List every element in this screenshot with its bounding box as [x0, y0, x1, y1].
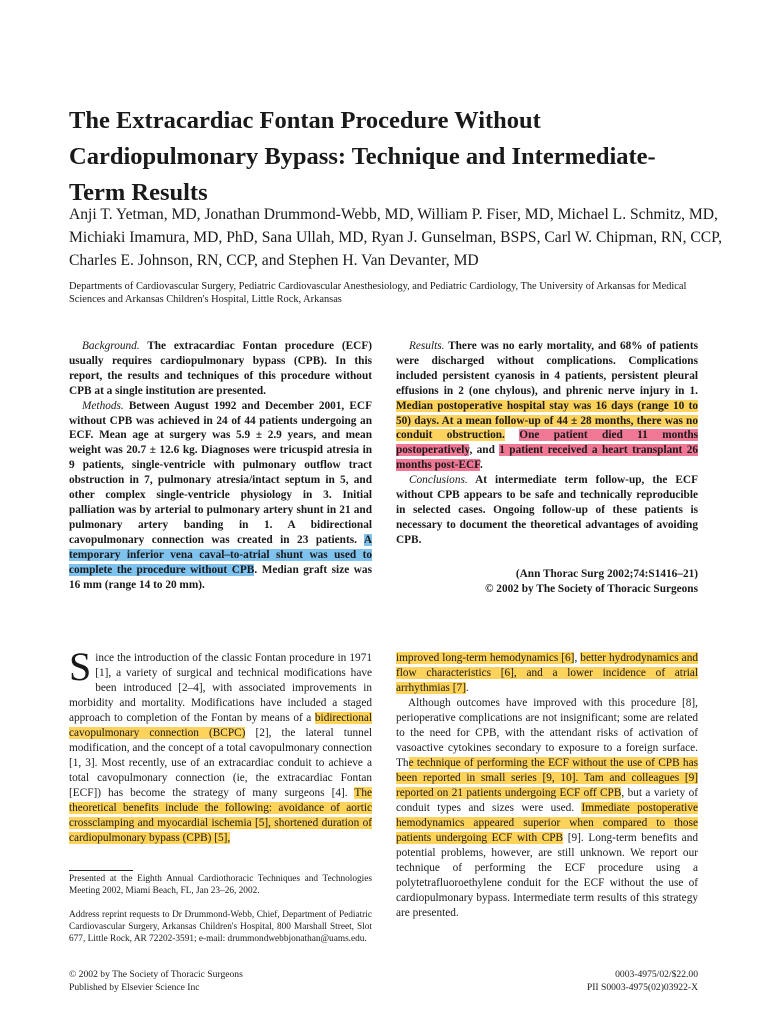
highlight-pink: 1 patient received a heart transplant 26 months post-ECF — [396, 444, 698, 472]
methods-heading: Methods. — [82, 399, 124, 412]
background-text: The extracardiac Fontan procedure (ECF) usually requires cardiopulmonary bypass (CPB). In this report, the results and techniques of this procedure without CPB at a single institution are presented. — [69, 340, 372, 397]
intro-paragraph — [69, 644, 372, 846]
issn-price: 0003-4975/02/$22.00 — [615, 969, 698, 980]
footnote-presented: Presented at the Eighth Annual Cardiothoracic Techniques and Technologies Meeting 2002, Miami Beach, FL, Jan 23–26, 2002. — [69, 874, 372, 897]
body-text: Although outcomes have improved with this procedure [8], perioperative complications are not insignificant; some are related to the need for CPB, with the attendant risks of activation of vasoactive cytokines secondary to exposure to a foreign surface. Th — [396, 697, 698, 769]
body-text: , — [574, 652, 581, 664]
highlight-yellow: improved long-term hemodynamics [6] — [396, 652, 575, 664]
publisher-info — [69, 969, 372, 994]
citation-reference: (Ann Thorac Surg 2002;74:S1416–21) — [515, 568, 698, 580]
affiliation: Departments of Cardiovascular Surgery, Pediatric Cardiovascular Anesthesiology, and Pediatric Cardiology, The University of Arkansas for Medical Sciences and Arkansas Children's Hospital, Little Rock, Arkansas — [69, 281, 687, 305]
abstract-conclusions — [396, 473, 698, 548]
pii-code: PII S0003-4975(02)03922-X — [586, 981, 698, 993]
abstract-right-column — [396, 339, 698, 548]
article-identifiers — [396, 969, 698, 994]
highlight-yellow: Median postoperative hospital stay was 16 days (range 10 to 50) days. At a mean follow-up of 44 ± 28 months, there was no conduit obstruction. — [396, 399, 698, 442]
abstract-left-column — [69, 339, 372, 592]
methods-text: Between August 1992 and December 2001, ECF without CPB was achieved in 24 of 44 patients undergoing an ECF. Mean age at surgery was 5.9 ± 2.9 years, and mean weight was 20.7 ± 12.6 kg. Diagnoses were tricuspid atresia in 9 patients, single-ventricle with pulmonary outflow tract obstruction in 7, pulmonary atresia/intact septum in 5, and other complex single-ventricle physiology in 3. Initial palliation was by arterial to pulmonary artery shunt in 21 and pulmonary artery banding in 1. A bidirectional cavopulmonary connection was created in 23 patients. — [69, 399, 372, 546]
body-right-column — [396, 651, 698, 921]
publisher-line: Published by Elsevier Science Inc — [69, 981, 200, 993]
highlight-yellow: better hydrodynamics and flow characteristics [6], and a lower incidence of atrial arrhythmias [7] — [396, 652, 698, 694]
abstract-methods — [69, 399, 372, 593]
results-and: , and — [469, 444, 500, 457]
methods-text-end: . Median graft size was 16 mm (range 14 to 20 mm). — [69, 563, 372, 591]
results-text: There was no early mortality, and 68% of patients were discharged without complications. Complications included persistent cyanosis in 4 patients, persistent pleural effusions in 2 (one chylous), and phrenic nerve injury in 1. — [396, 340, 698, 397]
body-text: , but a variety of conduit types and sizes were used. — [396, 787, 698, 814]
abstract-results — [396, 339, 698, 473]
highlight-yellow: e technique of performing the ECF without the use of CPB has been reported in small series [9, 10]. Tam and colleagues [9] reported on 21 patients undergoing ECF off CPB — [396, 757, 698, 799]
intro-paragraph-continued — [396, 651, 698, 696]
body-text: . — [465, 682, 469, 694]
results-space — [505, 429, 519, 441]
background-heading: Background. — [82, 340, 140, 352]
results-end: . — [480, 459, 483, 472]
citation-copyright: © 2002 by The Society of Thoracic Surgeons — [485, 583, 698, 595]
highlight-yellow: bidirectional cavopulmonary connection (BCPC) — [69, 712, 372, 739]
body-left-column — [69, 644, 372, 846]
abstract-background — [69, 339, 372, 399]
footnote-divider — [69, 870, 133, 871]
body-text: [9]. Long-term benefits and potential problems, however, are still unknown. We report our technique of performing the ECF procedure using a polytetrafluoroethylene conduit for the ECF without the use of cardiopulmonary bypass. Intermediate term results of this strategy are presented. — [396, 832, 698, 919]
conclusions-heading: Conclusions. — [409, 474, 468, 487]
journal-citation — [396, 567, 698, 597]
highlight-yellow: Immediate postoperative hemodynamics appeared superior when compared to those patients undergoing ECF with CPB — [396, 802, 698, 844]
highlight-pink: One patient died 11 months postoperatively — [396, 429, 699, 457]
results-heading: Results. — [409, 340, 445, 352]
article-title: The Extracardiac Fontan Procedure Without Cardiopulmonary Bypass: Technique and Intermediate-Term Results — [69, 107, 656, 206]
second-paragraph — [396, 696, 698, 921]
footnote-address: Address reprint requests to Dr Drummond-Webb, Chief, Department of Pediatric Cardiovascular Surgery, Arkansas Children's Hospital, 800 Marshall Street, Slot 677, Little Rock, AR 72202-3591; e-mail: drummondwebbjonathan@uams.edu. — [69, 910, 372, 945]
body-text: ince the introduction of the classic Fontan procedure in 1971 [1], a variety of surgical and technical modifications have been introduced [2–4], with associated improvements in morbidity and mortality. Modifications have included a staged approach to completion of the Fontan by means of a — [69, 652, 372, 724]
highlight-blue: A temporary inferior vena caval–to-atrial shunt was used to complete the procedure without CPB — [69, 533, 372, 576]
drop-cap: S — [69, 644, 92, 689]
author-list: Anji T. Yetman, MD, Jonathan Drummond-Webb, MD, William P. Fiser, MD, Michael L. Schmitz, MD, Michiaki Imamura, MD, PhD, Sana Ullah, MD, Ryan J. Gunselman, BSPS, Carl W. Chipman, RN, CCP, Charles E. Johnson, RN, CCP, and Stephen H. Van Devanter, MD — [69, 206, 723, 269]
copyright-line: © 2002 by The Society of Thoracic Surgeons — [69, 969, 243, 980]
highlight-yellow: The theoretical benefits include the following: avoidance of aortic crossclamping and myocardial ischemia [5], shortened duration of cardiopulmonary bypass (CPB) [5], — [69, 787, 372, 844]
conclusions-text: At intermediate term follow-up, the ECF without CPB appears to be safe and technically reproducible in selected cases. Ongoing follow-up of these patients is necessary to document the theoretical advantages of avoiding CPB. — [396, 474, 698, 546]
body-text: [2], the lateral tunnel modification, and the concept of a total cavopulmonary connection [1, 3]. Most recently, use of an extracardiac conduit to achieve a total cavopulmonary connection (ie, the extracardiac Fontan [ECF]) has become the strategy of many surgeons [4]. — [69, 727, 372, 799]
